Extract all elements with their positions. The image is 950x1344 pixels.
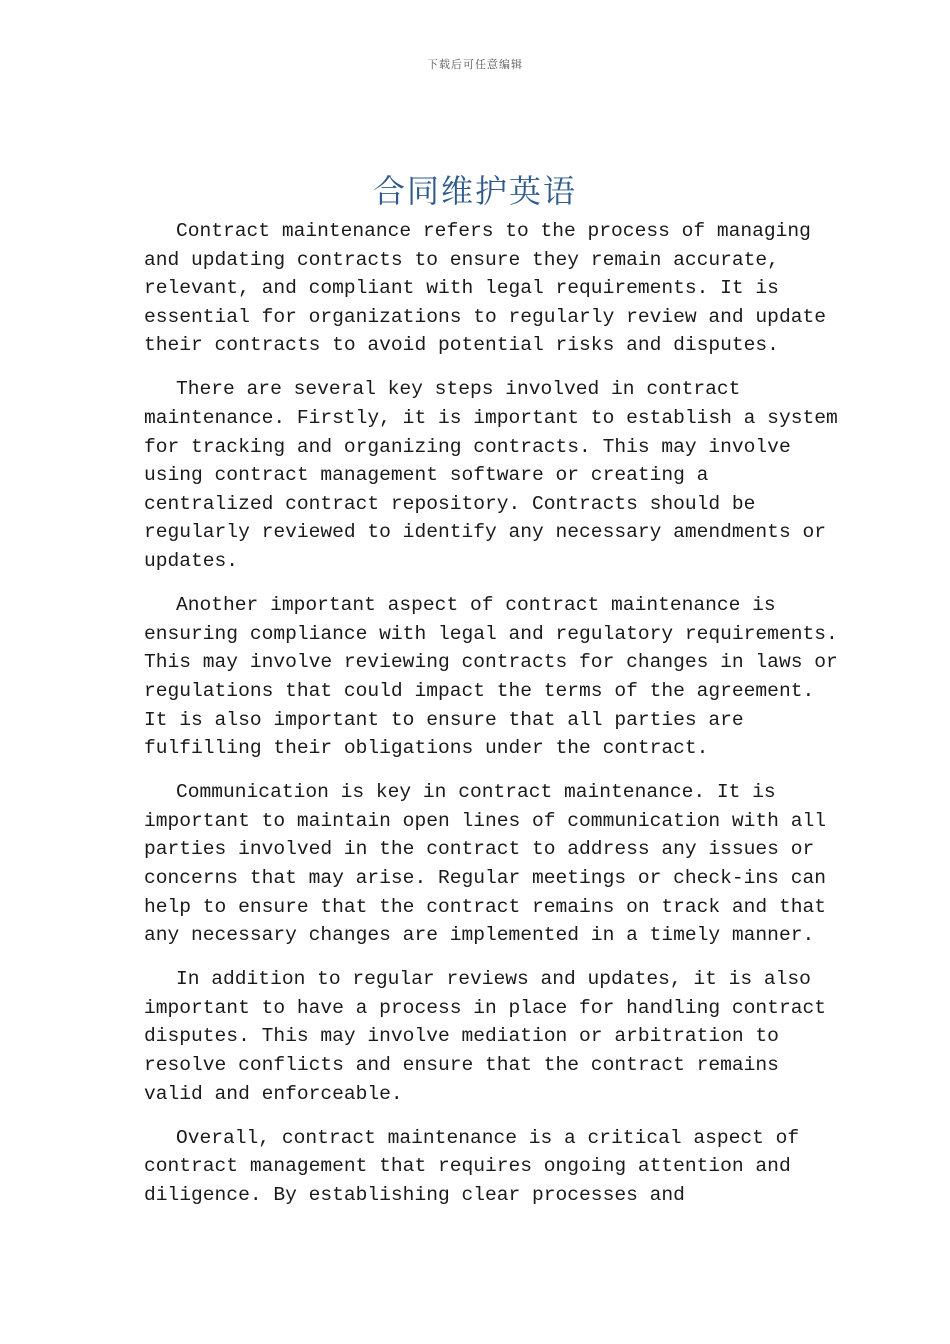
- paragraph-line: updates.: [144, 550, 239, 573]
- paragraph-line: regularly reviewed to identify any necessary amendments or: [144, 521, 826, 544]
- paragraph: [144, 778, 826, 950]
- paragraph-line: essential for organizations to regularly review and update: [144, 305, 826, 328]
- paragraph: [144, 217, 826, 360]
- paragraph-line: using contract management software or creating a: [144, 464, 709, 487]
- paragraph-line: regulations that could impact the terms of the agreement.: [144, 679, 815, 702]
- paragraph-line: parties involved in the contract to address any issues or: [144, 838, 815, 861]
- paragraph-line: In addition to regular reviews and updates, it is also: [176, 968, 811, 991]
- paragraph-line: maintenance. Firstly, it is important to establish a system: [144, 407, 838, 430]
- paragraph-line: valid and enforceable.: [144, 1082, 403, 1105]
- paragraph-line: centralized contract repository. Contracts should be: [144, 492, 756, 515]
- paragraph-line: and updating contracts to ensure they remain accurate,: [144, 248, 779, 271]
- paragraph-line: concerns that may arise. Regular meetings or check-ins can: [144, 866, 826, 889]
- paragraph-line: resolve conflicts and ensure that the contract remains: [144, 1054, 779, 1077]
- paragraph-line: any necessary changes are implemented in a timely manner.: [144, 924, 815, 947]
- header-note: 下载后可任意编辑: [427, 58, 523, 71]
- paragraph: [144, 965, 826, 1108]
- paragraph-line: Another important aspect of contract maintenance is: [176, 594, 776, 617]
- paragraph-line: ensuring compliance with legal and regulatory requirements.: [144, 622, 838, 645]
- paragraph-line: Communication is key in contract maintenance. It is: [176, 781, 776, 804]
- paragraph: [144, 375, 838, 575]
- paragraph: [144, 1124, 809, 1210]
- paragraph-line: There are several key steps involved in contract: [176, 378, 741, 401]
- paragraph-line: relevant, and compliant with legal requirements. It is: [144, 277, 779, 300]
- paragraph-line: for tracking and organizing contracts. This may involve: [144, 435, 791, 458]
- paragraph-line: their contracts to avoid potential risks and disputes.: [144, 334, 779, 357]
- paragraph-line: It is also important to ensure that all parties are: [144, 708, 744, 731]
- paragraph-line: important to maintain open lines of communication with all: [144, 809, 826, 832]
- paragraph-line: disputes. This may involve mediation or arbitration to: [144, 1025, 779, 1048]
- paragraph-line: important to have a process in place for handling contract: [144, 996, 826, 1019]
- paragraph-line: This may involve reviewing contracts for changes in laws or: [144, 651, 838, 674]
- document-body: [144, 217, 838, 1225]
- paragraph: [144, 591, 838, 763]
- paragraph-line: help to ensure that the contract remains on track and that: [144, 895, 826, 918]
- paragraph-line: diligence. By establishing clear processes and: [144, 1183, 685, 1206]
- paragraph-line: Overall, contract maintenance is a critical aspect of: [176, 1126, 800, 1149]
- paragraph-line: Contract maintenance refers to the process of managing: [176, 220, 811, 242]
- paragraph-line: fulfilling their obligations under the contract.: [144, 737, 709, 760]
- document-title: 合同维护英语: [372, 172, 577, 210]
- paragraph-line: contract management that requires ongoing attention and: [144, 1155, 791, 1178]
